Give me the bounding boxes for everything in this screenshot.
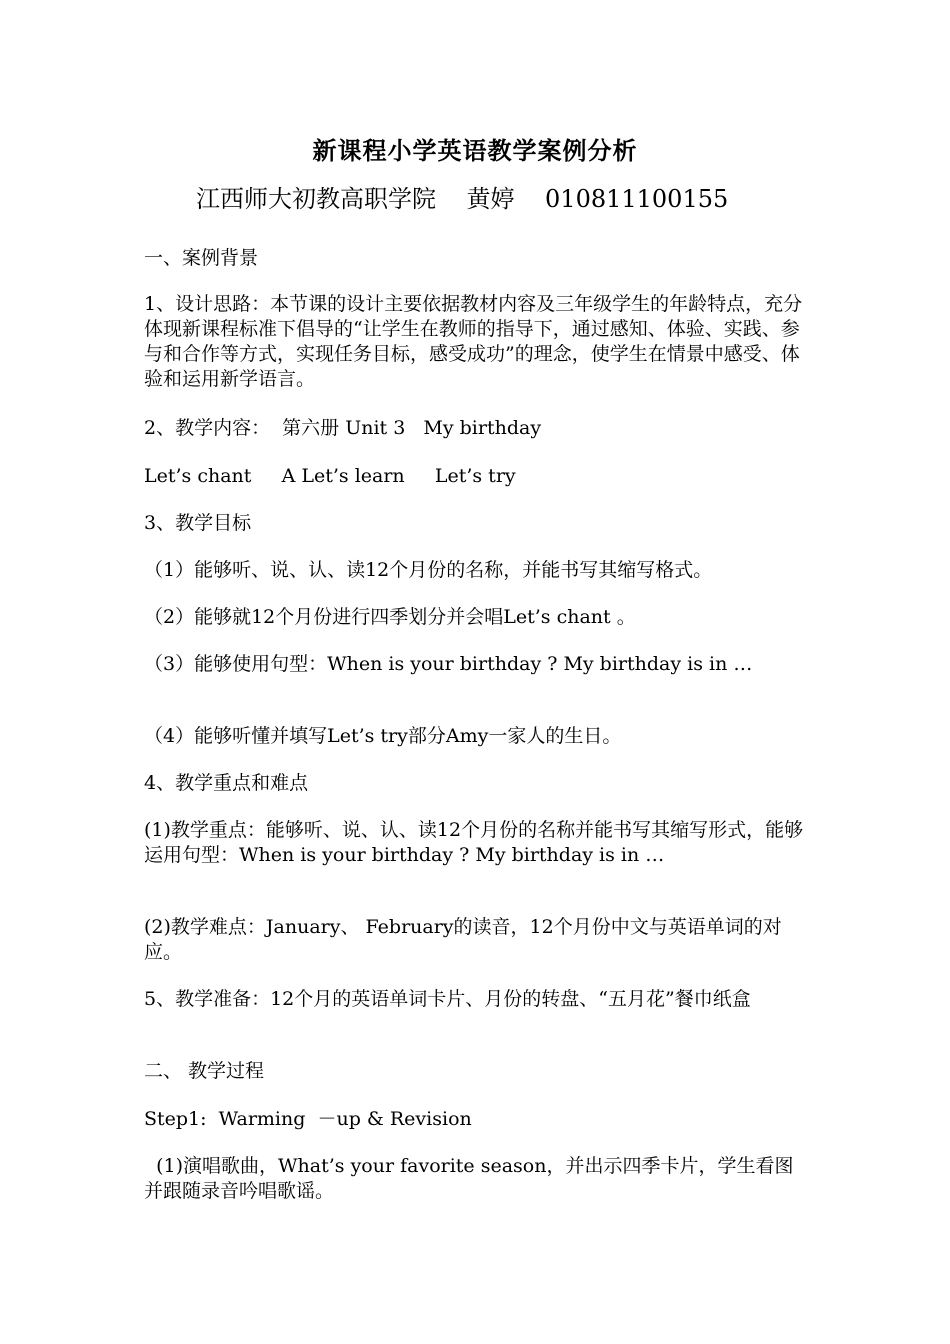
step1-item-1: (1)演唱歌曲，What’s your favorite season，并出示四季卡片，学生看图并跟随录音吟唱歌谣。: [144, 1155, 794, 1202]
goals-heading: 3、教学目标: [144, 512, 252, 534]
teaching-content-line: 2、教学内容： 第六册 Unit 3 My birthday: [144, 417, 542, 439]
key-point-1: (1)教学重点：能够听、说、认、读12个月份的名称并能书写其缩写形式，能够运用句型：When is your birthday ? My birthday is in …: [144, 819, 804, 866]
design-idea-paragraph: 1、设计思路：本节课的设计主要依据教材内容及三年级学生的年龄特点，充分体现新课程标准下倡导的“让学生在教师的指导下，通过感知、体验、实践、参与和合作等方式，实现任务目标，感受成功”的理念，使学生在情景中感受、体验和运用新学语言。: [144, 293, 803, 390]
goal-item-4: （4）能够听懂并填写Let’s try部分Amy一家人的生日。: [144, 725, 622, 747]
section-heading-process: 二、 教学过程: [144, 1060, 265, 1082]
goal-item-3: （3）能够使用句型：When is your birthday ? My birthday is in …: [144, 653, 753, 675]
teaching-preparation: 5、教学准备：12个月的英语单词卡片、月份的转盘、“五月花”餐巾纸盒: [144, 988, 751, 1010]
step1-heading: Step1: Warming －up & Revision: [144, 1108, 472, 1130]
teaching-content-parts: Let’s chant A Let’s learn Let’s try: [144, 465, 516, 487]
section-heading-background: 一、案例背景: [144, 247, 259, 269]
key-points-heading: 4、教学重点和难点: [144, 772, 309, 794]
document-title: 新课程小学英语教学案例分析: [312, 136, 638, 165]
goal-item-2: （2）能够就12个月份进行四季划分并会唱Let’s chant 。: [144, 606, 636, 628]
goal-item-1: （1）能够听、说、认、读12个月份的名称，并能书写其缩写格式。: [144, 559, 713, 581]
author-line: 江西师大初教高职学院 黄婷 010811100155: [196, 185, 729, 213]
key-point-2: (2)教学难点：January、 February的读音，12个月份中文与英语单词的对应。: [144, 916, 782, 963]
